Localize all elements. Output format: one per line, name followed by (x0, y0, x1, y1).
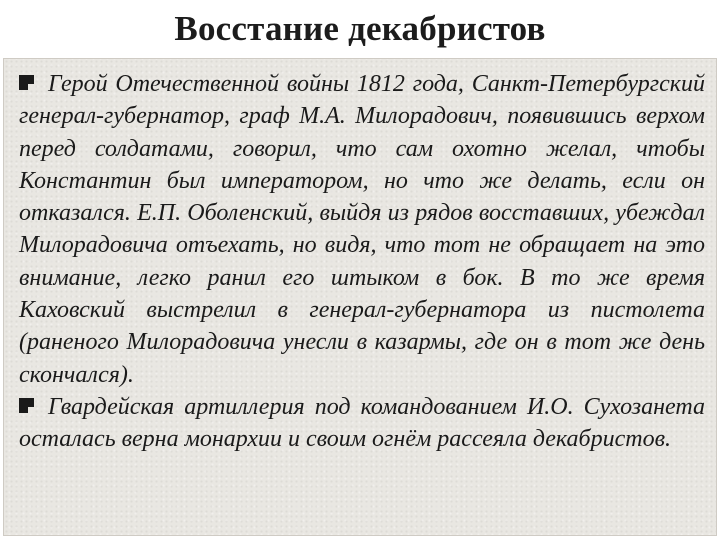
slide-title: Восстание декабристов (174, 9, 546, 48)
title-bar (0, 0, 720, 58)
paragraph-2-text: Гвардейская артиллерия под командованием И.О. Сухозанета осталась верна монархии и своим огнём рассеяла декабристов. (19, 393, 705, 453)
paragraph-2 (19, 391, 705, 456)
paragraph-1 (19, 68, 705, 391)
content-box (3, 58, 717, 536)
square-bullet-icon (19, 398, 34, 413)
paragraph-1-text: Герой Отечественной войны 1812 года, Санкт-Петербургский генерал-губернатор, граф М.А. Милорадович, появившись верхом перед солдатами, говорил, что сам охотно желал, чтобы Константин был императором, но что же делать, если он отказался. Е.П. Оболенский, выйдя из рядов восставших, убеждал Милорадовича отъехать, но видя, что тот не обращает на это внимание, легко ранил его штыком в бок. В то же время Каховский выстрелил в генерал-губернатора из пистолета (раненого Милорадовича унесли в казармы, где он в тот же день скончался). (19, 71, 705, 388)
square-bullet-icon (19, 75, 34, 90)
